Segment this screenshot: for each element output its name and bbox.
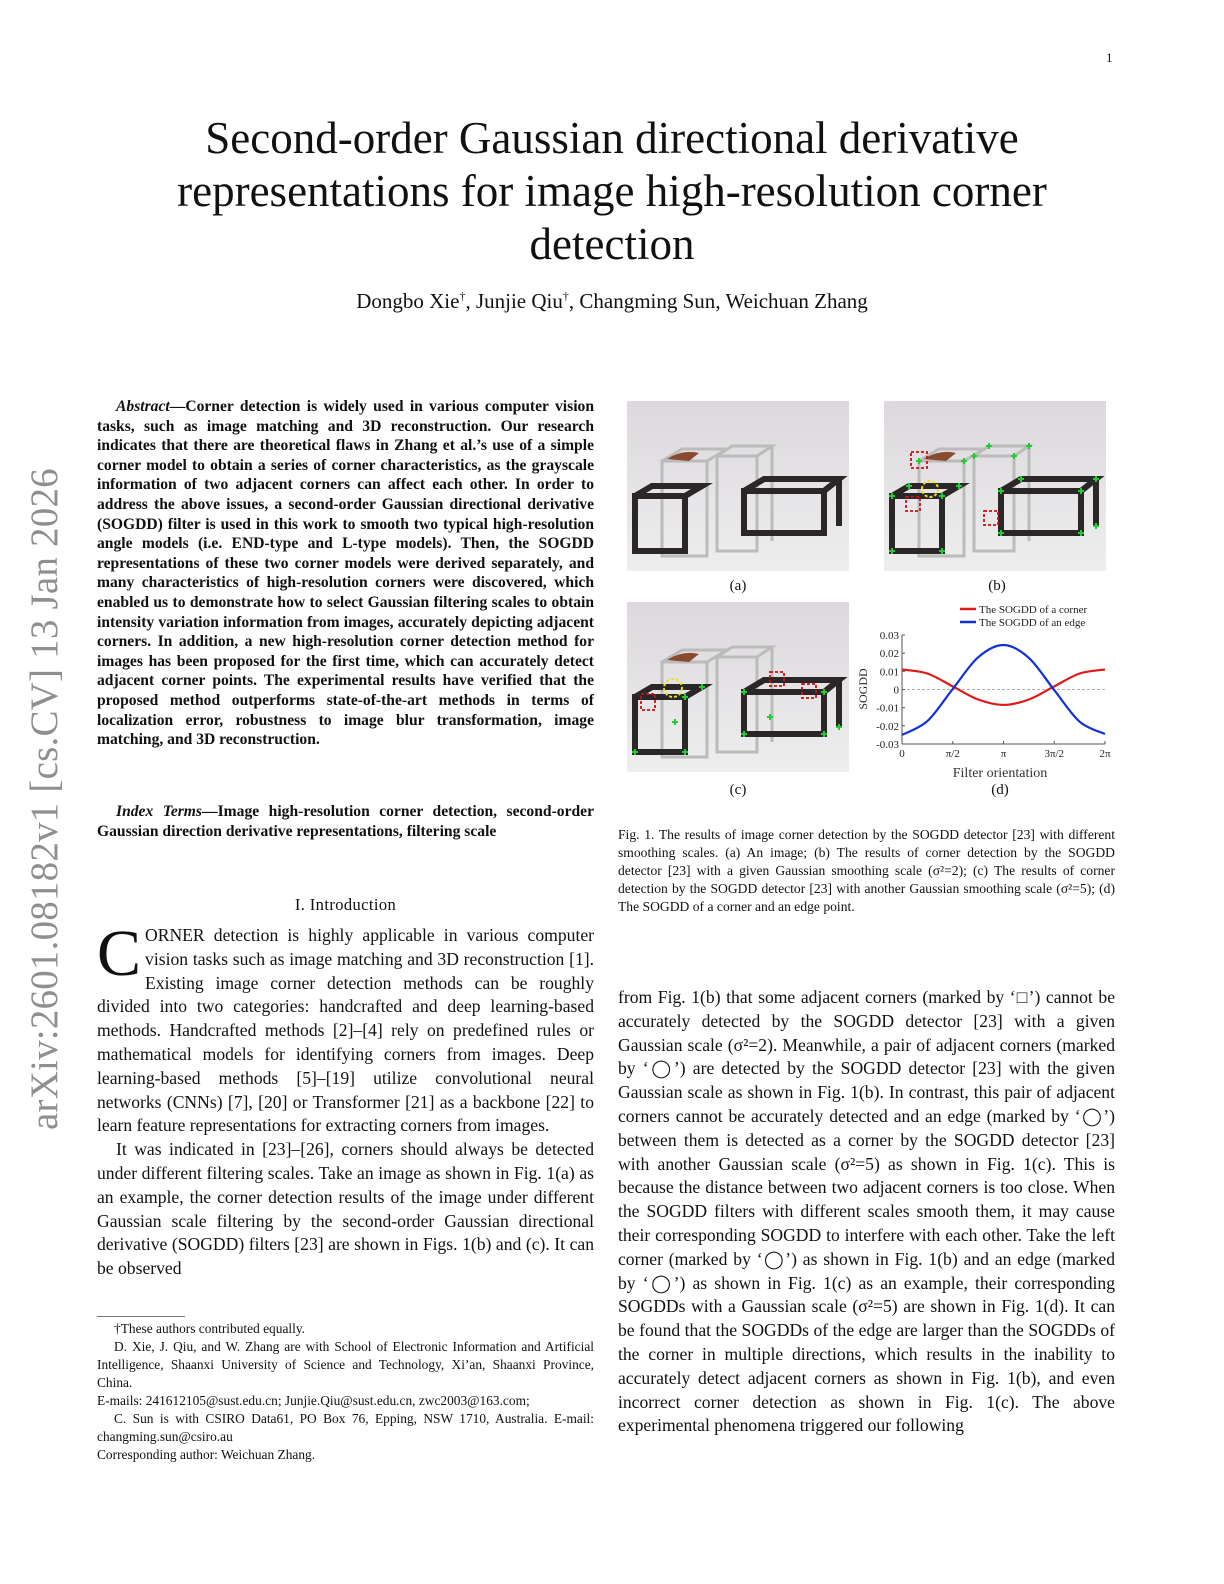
- figure-caption-text: Fig. 1. The results of image corner detection by the SOGDD detector [23] with different smoothing scales. (a) An image; (b) The results of corner detection by the SOGDD detector [23] with a given Gaussian smoothing scale (σ²=2); (c) The results of corner detection by the SOGDD detector [23] with another Gaussian smoothing scale (σ²=5); (d) The SOGDD of a corner and an edge point.: [618, 827, 1115, 914]
- chart-x-axis-label: Filter orientation: [952, 766, 1048, 781]
- abstract-text: —Corner detection is widely used in various computer vision tasks, such as image matching and 3D reconstruction. Our research indicates that there are theoretical flaws in Zhang et al.’s use of a simple corner model to obtain a series of corner characteristics, as the grayscale information of two adjacent corners can affect each other. In order to address the above issues, a second-order Gaussian directional derivative (SOGDD) filter is used in this work to smooth two typical high-resolution angle models (i.e. END-type and L-type models). Then, the SOGDD representations of these two corner models were derived separately, and many characteristics of high-resolution corners were discovered, which enabled us to demonstrate how to select Gaussian filtering scales to obtain intensity variation information from images, accurately depicting adjacent corners. In addition, a new high-resolution corner detection method for images has been proposed for the first time, which can accurately detect adjacent corner points. The experimental results have verified that the proposed method outperforms state-of-the-art methods in terms of localization error, robustness to image blur transformation, image matching, and 3D reconstruction.: [97, 398, 594, 749]
- author-3: Changming Sun: [579, 289, 716, 313]
- chart-y-tick-label: -0.03: [876, 739, 899, 751]
- chart-axes: [876, 630, 1111, 760]
- figure-1c-label: (c): [729, 782, 747, 798]
- figure-1a-image: [627, 401, 849, 571]
- author-4: Weichuan Zhang: [725, 289, 868, 313]
- figure-1b-label: (b): [988, 578, 1006, 594]
- index-terms-label: Index Terms: [116, 803, 203, 820]
- section-heading: I. Introduction: [294, 895, 397, 914]
- chart-x-tick-label: π/2: [945, 748, 960, 760]
- footnote-sun: C. Sun is with CSIRO Data61, PO Box 76, Epping, NSW 1710, Australia. E-mail: changming.sun@csiro.au: [97, 1411, 594, 1444]
- footnote-rule: [97, 1316, 185, 1317]
- chart-y-tick-label: 0: [893, 684, 899, 697]
- chart-y-tick-label: 0.01: [879, 666, 899, 679]
- intro-paragraph-2: It was indicated in [23]–[26], corners should always be detected under different filtering scales. Take an image as shown in Fig. 1(a) as an example, the corner detection results of the image under different Gaussian scale filtering by the second-order Gaussian directional derivative (SOGDD) filters [23] are shown in Figs. 1(b) and (c). It can be observed: [97, 1139, 594, 1279]
- chart-x-tick-label: 3π/2: [1044, 748, 1065, 760]
- footnote-emails: E-mails: 241612105@sust.edu.cn; Junjie.Qiu@sust.edu.cn, zwc2003@163.com;: [97, 1393, 530, 1408]
- figure-caption: [618, 826, 1115, 916]
- figure-1d-chart: [852, 600, 1117, 785]
- furniture-photo-b: [884, 401, 1106, 571]
- chart-series-line-0: [902, 670, 1105, 705]
- figure-1c-image: [627, 602, 849, 772]
- author-list: Dongbo Xie†, Junjie Qiu†, Changming Sun, Weichuan Zhang: [356, 289, 868, 313]
- chart-x-tick-label: 2π: [1099, 748, 1111, 760]
- paper-title: Second-order Gaussian directional derivative representations for image high-resolution corner detection: [177, 113, 1047, 269]
- page-number: 1: [1106, 50, 1113, 65]
- footnote-corresponding: Corresponding author: Weichuan Zhang.: [97, 1447, 316, 1462]
- footnote-equal-contribution: †These authors contributed equally.: [114, 1321, 306, 1336]
- legend-label-edge: The SOGDD of an edge: [979, 617, 1086, 629]
- abstract: [97, 397, 594, 750]
- figure-1d-label: (d): [991, 782, 1009, 798]
- chart-y-tick-label: -0.02: [876, 720, 899, 733]
- legend-label-corner: The SOGDD of a corner: [979, 604, 1088, 616]
- chart-y-tick-label: 0.03: [879, 630, 899, 642]
- chart-series: [902, 645, 1105, 735]
- furniture-photo-c: [627, 602, 849, 772]
- right-column-body: [618, 986, 1115, 1438]
- chart-y-tick-label: -0.01: [876, 702, 899, 715]
- index-terms: [97, 802, 594, 841]
- chart-series-line-1: [902, 645, 1105, 735]
- index-terms-text: —Image high-resolution corner detection, second-order Gaussian direction derivative representations, filtering scale: [97, 803, 595, 840]
- figure-1a-label: (a): [729, 578, 747, 594]
- introduction: [97, 917, 594, 1281]
- chart-x-tick-label: π: [1000, 748, 1007, 760]
- footnote-affiliation: D. Xie, J. Qiu, and W. Zhang are with School of Electronic Information and Artificial Intelligence, Shaanxi University of Science and Technology, Xi’an, Shaanxi Province, China.: [97, 1339, 594, 1390]
- abstract-label: Abstract: [116, 398, 170, 415]
- arxiv-stamp: arXiv:2601.08182v1 [cs.CV] 13 Jan 2026: [23, 468, 66, 1130]
- author-2: Junjie Qiu: [475, 289, 563, 313]
- intro-paragraph-1: ORNER detection is highly applicable in various computer vision tasks such as image matching and 3D reconstruction [1]. Existing image corner detection methods can be roughly divided into two categories: handcrafted and deep learning-based methods. Handcrafted methods [2]–[4] rely on predefined rules or mathematical models for identifying corners from images. Deep learning-based methods [5]–[19] utilize convolutional neural networks (CNNs) [7], [20] or Transformer [21] as a backbone [22] to learn feature representations for extracting corners from images.: [97, 925, 594, 1136]
- chart-y-tick-label: 0.02: [879, 648, 899, 661]
- furniture-photo-a: [627, 401, 849, 571]
- author-1: Dongbo Xie: [356, 289, 460, 313]
- chart-y-axis-label: SOGDD: [856, 668, 870, 710]
- chart-x-tick-label: 0: [899, 748, 905, 760]
- right-column-paragraph: from Fig. 1(b) that some adjacent corners (marked by ‘□’) cannot be accurately detected by the SOGDD detector [23] with a given Gaussian scale (σ²=2). Meanwhile, a pair of adjacent corners (marked by ‘◯’) are detected by the SOGDD detector [23] with the given Gaussian scale as shown in Fig. 1(b). In contrast, this pair of adjacent corners cannot be accurately detected and an edge (marked by ‘◯’) between them is detected as a corner by the SOGDD detector [23] with another Gaussian scale (σ²=5) as shown in Fig. 1(c). This is because the distance between two adjacent corners is too close. When the SOGDD filters with different scales smooth them, it may cause their corresponding SOGDD to interfere with each other. Take the left corner (marked by ‘◯’) as shown in Fig. 1(b) and an edge (marked by ‘◯’) as shown in Fig. 1(c) as an example, their corresponding SOGDDs with a Gaussian scale (σ²=5) are shown in Fig. 1(d). It can be found that the SOGDDs of the edge are larger than the SOGDDs of the corner in multiple directions, which results in the inability to accurately detect adjacent corners as shown in Fig. 1(b), and even incorrect corner detection as shown in Fig. 1(c). The above experimental phenomena triggered our following: [618, 987, 1115, 1436]
- figure-1b-image: [884, 401, 1106, 571]
- footnotes: [97, 1320, 594, 1464]
- drop-cap: C: [97, 917, 142, 990]
- chart-legend: [960, 604, 1087, 629]
